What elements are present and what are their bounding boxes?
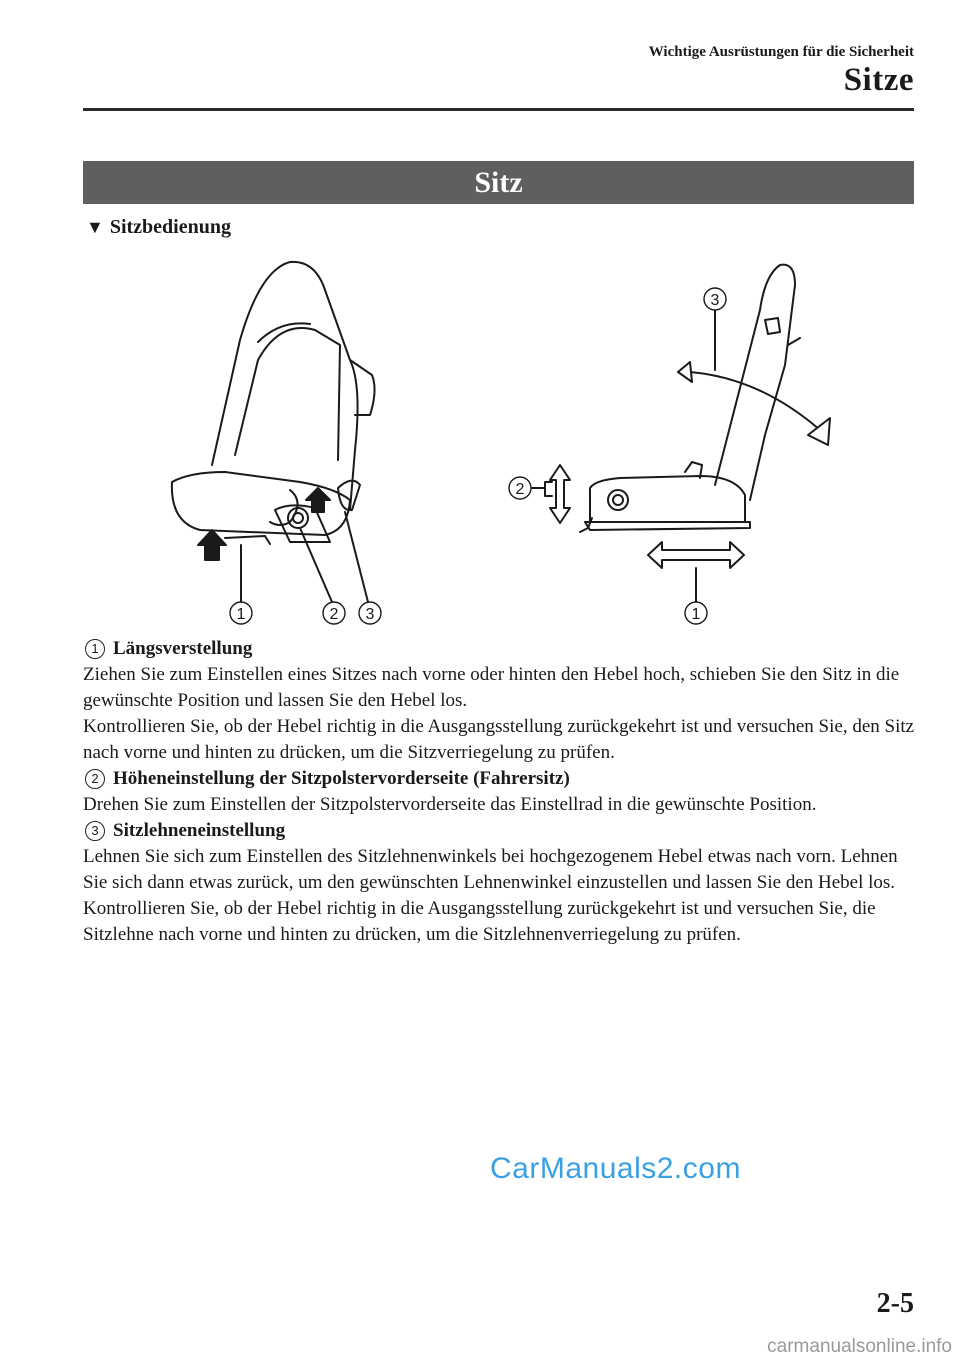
item-title: Längsverstellung — [113, 638, 253, 659]
paragraph: Ziehen Sie zum Einstellen eines Sitzes nach vorne oder hinten den Hebel hoch, schieben Sie den Sitz in die gewünschte Position und lassen Sie den Hebel los. — [83, 664, 900, 711]
item-2 — [83, 766, 915, 818]
svg-text:1: 1 — [236, 606, 246, 623]
item-heading — [83, 818, 915, 844]
up-arrow-recline — [306, 488, 330, 512]
circled-number-icon: 3 — [85, 821, 105, 841]
callout-1-side — [685, 602, 707, 624]
callout-3-front — [359, 602, 381, 624]
running-head: Wichtige Ausrüstungen für die Sicherheit — [648, 44, 914, 60]
paragraph: Drehen Sie zum Einstellen der Sitzpolstervorderseite das Einstellrad in die gewünschte Position. — [83, 794, 817, 815]
page-number: 2-5 — [876, 1288, 914, 1319]
backrest-side-edge — [788, 338, 800, 345]
slide-arrow — [648, 542, 744, 568]
svg-text:2: 2 — [329, 606, 339, 623]
circled-number-icon: 2 — [85, 769, 105, 789]
paragraph: Lehnen Sie sich zum Einstellen des Sitzlehnenwinkels bei hochgezogenem Hebel etwas nach vorn. Lehnen Sie sich dann etwas zurück, um den gewünschten Lehnenwinkel einzustellen und lassen Sie den Hebel los. — [83, 846, 898, 893]
subsection-heading — [86, 216, 231, 239]
item-heading — [83, 766, 915, 792]
circled-number-icon: 1 — [85, 639, 105, 659]
recline-curve-arrow — [690, 372, 820, 430]
footer-site: carmanualsonline.info — [767, 1336, 952, 1357]
height-arrow — [550, 465, 570, 523]
item-title: Sitzlehneneinstellung — [113, 820, 286, 841]
item-title: Höheneinstellung der Sitzpolstervorderseite (Fahrersitz) — [113, 768, 570, 789]
item-1 — [83, 636, 915, 766]
height-knob — [288, 508, 308, 528]
seat-backrest-side — [715, 265, 795, 500]
svg-text:2: 2 — [515, 481, 525, 498]
svg-text:3: 3 — [710, 292, 720, 309]
callout-2-side — [509, 477, 531, 499]
header-rule — [83, 108, 914, 111]
paragraph: Kontrollieren Sie, ob der Hebel richtig in die Ausgangsstellung zurückgekehrt ist und versuchen Sie, die Sitzlehne nach vorne und hinten zu drücken, um die Sitzlehnenverriegelung zu prüfen. — [83, 898, 876, 945]
subsection-title: Sitzbedienung — [109, 216, 231, 238]
item-heading — [83, 636, 915, 662]
callout-2-front — [323, 602, 345, 624]
callout-1-front — [230, 602, 252, 624]
svg-text:1: 1 — [691, 606, 701, 623]
seat-backrest-inner — [235, 328, 340, 460]
up-arrow-lever — [198, 530, 226, 560]
headrest-side — [765, 318, 780, 334]
item-3 — [83, 818, 915, 948]
paragraph: Kontrollieren Sie, ob der Hebel richtig in die Ausgangsstellung zurückgekehrt ist und versuchen Sie, den Sitz nach vorne und hinten zu drücken, um die Sitzverriegelung zu prüfen. — [83, 716, 915, 763]
front-lever-bar — [225, 536, 270, 544]
watermark: CarManuals2.com — [490, 1152, 741, 1185]
svg-text:3: 3 — [365, 606, 375, 623]
callout-3-side — [704, 288, 726, 310]
seat-illustration — [140, 250, 860, 635]
triangle-down-icon: ▼ — [86, 217, 104, 237]
seat-base-side — [585, 522, 750, 530]
side-height-knob — [608, 490, 628, 510]
chapter-title: Sitze — [843, 62, 914, 98]
instructions — [83, 636, 915, 948]
section-title: Sitz — [83, 161, 914, 204]
